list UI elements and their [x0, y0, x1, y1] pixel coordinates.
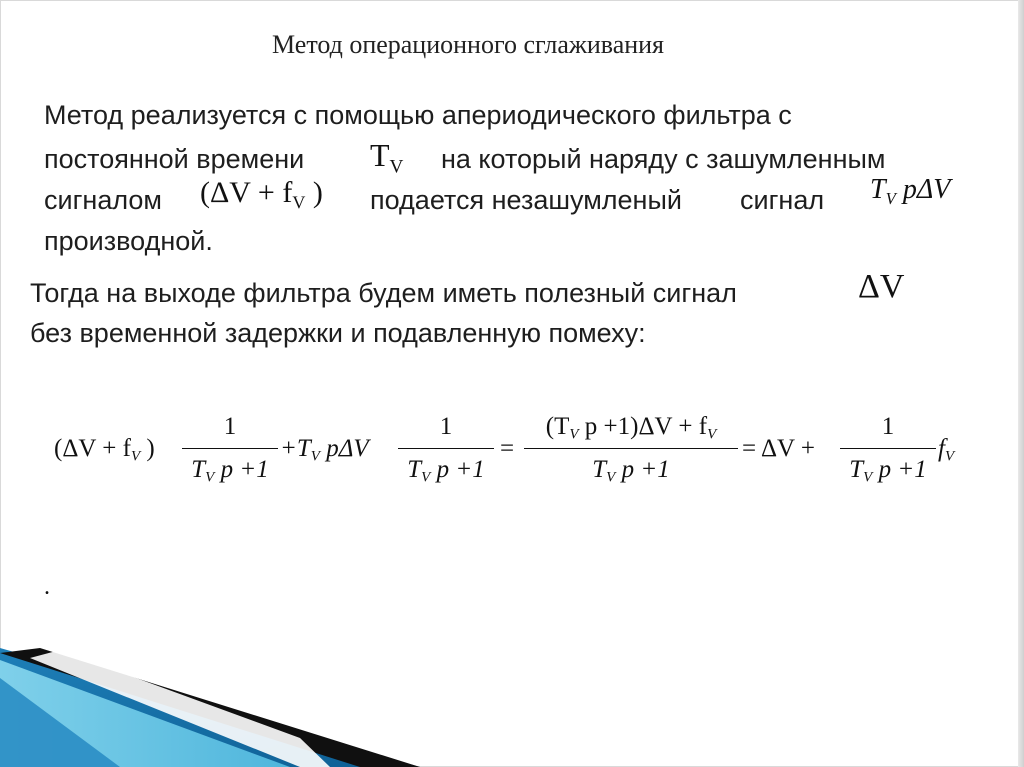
eq-equals-2: = ΔV +	[742, 435, 815, 462]
slide-edge	[1018, 0, 1024, 767]
eq-fraction-3: ($T_V$ $p +1)\Delta V + f_V$ $T_V$ p +1	[524, 408, 738, 489]
para2-line1: Тогда на выходе фильтра будем иметь полезный сигнал	[30, 278, 737, 308]
slide-title: Метод операционного сглаживания	[272, 30, 665, 59]
para1-line4: производной.	[44, 226, 213, 256]
para2-line2: без временной задержки и подавленную помеху:	[30, 318, 646, 348]
derivative-signal-formula: $T_V$ pΔV	[870, 174, 951, 208]
noisy-signal-formula: ($\Delta V + f_V$ )	[200, 176, 323, 213]
eq-tail: $f_V$	[938, 435, 955, 465]
eq-equals-1: =	[500, 435, 515, 462]
eq-fraction-4: 1 $T_V$ p +1	[840, 408, 936, 489]
para1-line1: Метод реализуется с помощью апериодического фильтра с	[44, 100, 792, 130]
para1-line2b: на который наряду с зашумленным	[441, 144, 886, 174]
trailing-dot: .	[44, 574, 50, 600]
para1-line2a: постоянной времени	[44, 144, 305, 174]
delta-v-symbol: ΔV	[858, 268, 905, 305]
para1-line3c: сигнал	[740, 185, 825, 215]
decorative-wave-graphic	[0, 620, 420, 767]
tv-symbol: $T_V$	[370, 137, 404, 178]
eq-fraction-2: 1 $T_V$ p +1	[398, 408, 494, 489]
eq-term2: $+T_V$ pΔV	[280, 435, 369, 465]
eq-fraction-1: 1 $T_V$ p +1	[182, 408, 278, 489]
eq-term1: ($\Delta V + f_V$ )	[54, 435, 155, 465]
para1-line3a: сигналом	[44, 185, 162, 215]
para1-line3b: подается незашумленый	[370, 185, 682, 215]
